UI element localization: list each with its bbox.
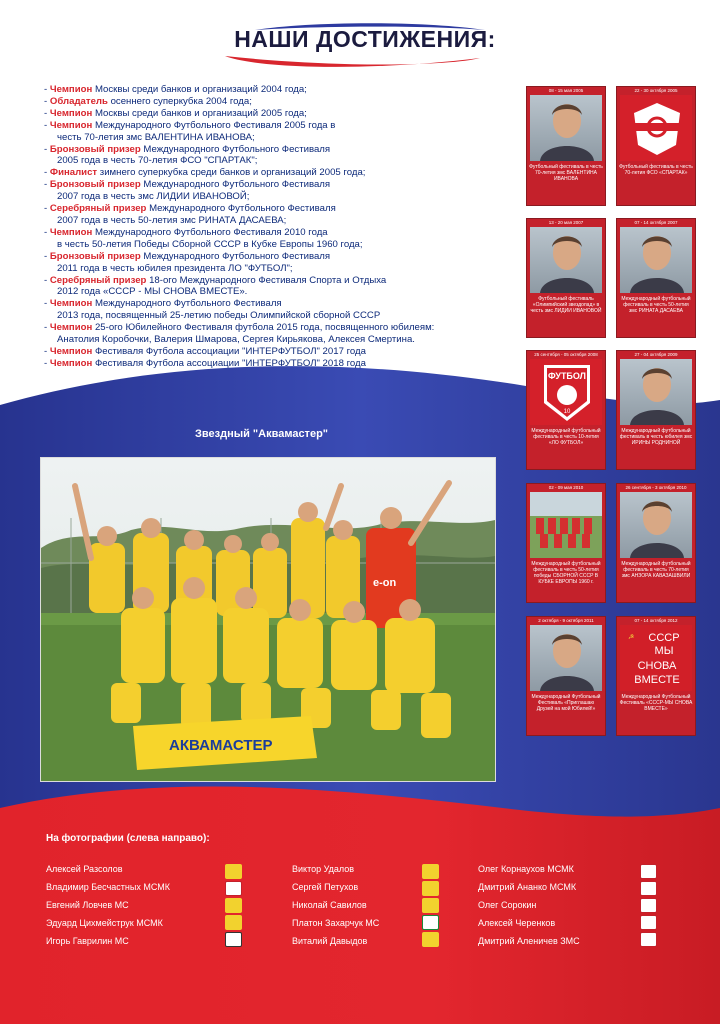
achievement-tag: Чемпион	[49, 226, 93, 238]
card-image	[530, 227, 602, 293]
achievement-item	[44, 108, 514, 120]
achievement-text: Международного Футбольного Фестиваля	[140, 179, 331, 191]
achievement-tag: Обладатель	[49, 95, 108, 107]
achievement-tag: Серебряный призер	[49, 203, 147, 215]
spartak-logo-icon	[640, 898, 657, 913]
bullet-dash: -	[44, 179, 50, 191]
festival-card	[616, 616, 696, 736]
festival-card	[526, 86, 606, 206]
achievement-text: Москвы среди банков и организаций 2005 года;	[92, 107, 307, 119]
festival-card	[526, 350, 606, 470]
card-caption: Международный футбольный фестиваль в честь юбилея змс ИРИНЫ РОДНИНОЙ	[619, 428, 693, 446]
name-item: Олег Корнаухов МСМК	[478, 864, 574, 874]
card-image	[530, 492, 602, 558]
achievement-item	[44, 322, 514, 346]
achievement-item	[44, 167, 514, 179]
card-date: 26 сентября - 3 октября 2010	[617, 484, 695, 492]
card-date: 27 - 04 октября 2009	[617, 351, 695, 359]
svg-text:☭: ☭	[628, 633, 635, 641]
bullet-dash: -	[44, 143, 50, 155]
bullet-dash: -	[44, 84, 50, 95]
names-column-1	[46, 862, 170, 952]
achievement-text: Международного Футбольного Фестиваля 2010 года	[92, 226, 328, 238]
card-caption: Международный футбольный фестиваль в честь 10-летия «ЛО ФУТБОЛ»	[531, 428, 601, 446]
card-image	[530, 95, 602, 161]
card-caption: Международный футбольный фестиваль в честь 70-летия змс АНЗОРА КАВАЗАШВИЛИ	[621, 561, 691, 579]
svg-text:СССР: СССР	[648, 632, 680, 644]
achievement-text: Москвы среди банков и организаций 2004 года;	[92, 84, 307, 95]
card-date: 02 - 09 мая 2010	[527, 484, 605, 492]
aquamaster-logo-icon	[422, 898, 439, 913]
bullet-dash: -	[44, 95, 50, 107]
jersey-text: e-on	[373, 577, 397, 589]
card-caption: Международный Футбольный Фестиваль «Приглашаю Друзей на мой Юбилей!»	[531, 694, 601, 712]
name-item: Олег Сорокин	[478, 900, 537, 910]
achievement-item	[44, 96, 514, 108]
card-caption: Футбольный фестиваль в честь 70-летия ФСО «СПАРТАК»	[619, 164, 693, 176]
aquamaster-logo-icon	[422, 881, 439, 896]
name-item: Евгений Ловчев МС	[46, 900, 129, 910]
bullet-dash: -	[44, 203, 50, 215]
achievement-tag: Чемпион	[49, 107, 93, 119]
spartak-emblem-icon	[620, 95, 692, 161]
svg-text:МЫ: МЫ	[654, 645, 674, 657]
achievement-text-cont: Анатолия Коробочки, Валерия Шмарова, Сергея Кирьякова, Алексея Смертина.	[57, 334, 415, 346]
aquamaster-logo-icon	[225, 864, 242, 879]
achievement-text-cont: 2007 года в честь змс ЛИДИИ ИВАНОВОЙ;	[57, 191, 250, 203]
achievement-text: 25-ого Юбилейного Фестиваля футбола 2015 года, посвященного юбилеям:	[92, 322, 435, 334]
festival-card	[616, 350, 696, 470]
aquamaster-logo-icon	[422, 864, 439, 879]
name-item: Дмитрий Ананко МСМК	[478, 882, 577, 892]
name-item: Виктор Удалов	[292, 864, 355, 874]
achievement-text: Международного Футбольного Фестиваля	[140, 250, 331, 262]
page-title: НАШИ ДОСТИЖЕНИЯ:	[234, 26, 496, 52]
names-column-3	[478, 862, 580, 952]
achievement-text-cont: 2012 года «СССР - МЫ СНОВА ВМЕСТЕ».	[57, 286, 248, 298]
bullet-dash: -	[44, 298, 50, 310]
achievement-item	[44, 346, 514, 358]
card-image	[620, 625, 692, 691]
achievement-text: Международного Футбольного Фестиваля 2005 года в	[92, 119, 336, 131]
spartak-logo-icon	[640, 864, 657, 879]
card-image	[620, 95, 692, 161]
names-column-2	[292, 862, 379, 952]
achievement-text: Международного Футбольного Фестиваля	[146, 203, 336, 215]
achievement-item	[44, 298, 514, 322]
achievement-item	[44, 179, 514, 203]
card-caption: Международный Футбольный Фестиваль «СССР-МЫ СНОВА ВМЕСТЕ»	[619, 694, 693, 712]
lokomotiv-logo-icon	[422, 915, 439, 930]
festival-card	[616, 86, 696, 206]
name-item: Дмитрий Аленичев ЗМС	[478, 936, 580, 946]
spartak-logo-icon	[640, 881, 657, 896]
portrait-icon	[530, 625, 602, 691]
card-date: 07 - 14 октября 2012	[617, 617, 695, 625]
card-date: 25 сентября - 05 октября 2008	[527, 351, 605, 359]
bullet-dash: -	[44, 226, 50, 238]
achievement-tag: Чемпион	[49, 357, 93, 369]
achievement-tag: Бронзовый призер	[49, 250, 141, 262]
card-image	[530, 625, 602, 691]
aquamaster-logo-icon	[225, 898, 242, 913]
name-item: Эдуард Цихмейструк МСМК	[46, 918, 163, 928]
achievement-tag: Чемпион	[49, 298, 93, 310]
achievement-tag: Бронзовый призер	[49, 143, 141, 155]
achievements-list	[44, 84, 514, 370]
achievement-text: Фестиваля Футбола ассоциации "ИНТЕРФУТБОЛ" 2018 года	[92, 357, 366, 369]
bullet-dash: -	[44, 357, 50, 369]
name-item: Сергей Петухов	[292, 882, 359, 892]
aquamaster-logo-icon	[422, 932, 439, 947]
festival-card	[526, 218, 606, 338]
spartak-logo-icon	[640, 932, 657, 947]
futbol-emblem-icon	[530, 359, 602, 425]
achievement-item	[44, 358, 514, 370]
achievement-text-cont: 2013 года, посвященный 25-летию победы Олимпийской сборной СССР	[57, 310, 381, 322]
spartak-logo-icon	[640, 915, 657, 930]
club-shield-icon	[225, 932, 242, 947]
name-item: Николай Савилов	[292, 900, 367, 910]
achievement-text: Международного Футбольного Фестиваля	[92, 298, 282, 310]
festival-card	[526, 616, 606, 736]
achievement-tag: Серебряный призер	[49, 274, 147, 286]
card-image	[530, 359, 602, 425]
bullet-dash: -	[44, 119, 50, 131]
name-item: Алексей Разсолов	[46, 864, 123, 874]
achievement-text-cont: честь 70-летия змс ВАЛЕНТИНА ИВАНОВА;	[57, 131, 255, 143]
name-item: Игорь Гаврилин МС	[46, 936, 129, 946]
bullet-dash: -	[44, 167, 50, 179]
bullet-dash: -	[44, 250, 50, 262]
card-caption: Международный футбольный фестиваль в честь 50-летия змс РИНАТА ДАСАЕВА	[621, 296, 691, 314]
bullet-dash: -	[44, 322, 50, 334]
names-header: На фотографии (слева направо):	[46, 833, 210, 844]
photo-subtitle: Звездный "Аквамастер"	[195, 428, 328, 440]
bullet-dash: -	[44, 345, 50, 357]
spartak-logo-icon	[225, 881, 242, 896]
achievement-text-cont: 2005 года в честь 70-летия ФСО "СПАРТАК";	[57, 155, 258, 167]
title-block	[215, 20, 515, 70]
portrait-icon	[620, 227, 692, 293]
bullet-dash: -	[44, 107, 50, 119]
achievement-item	[44, 120, 514, 144]
achievement-tag: Чемпион	[49, 345, 93, 357]
portrait-icon	[620, 492, 692, 558]
card-caption: Футбольный фестиваль в честь 70-летия змс ВАЛЕНТИНА ИВАНОВА	[529, 164, 603, 182]
svg-text:СНОВА: СНОВА	[637, 660, 677, 672]
achievement-text: Фестиваля Футбола ассоциации "ИНТЕРФУТБОЛ" 2017 года	[92, 345, 366, 357]
svg-text:ВМЕСТЕ: ВМЕСТЕ	[634, 674, 680, 686]
festival-card	[616, 218, 696, 338]
achievement-item	[44, 144, 514, 168]
team-photo-icon	[530, 492, 602, 558]
card-image	[620, 227, 692, 293]
achievement-text: Международного Футбольного Фестиваля	[140, 143, 331, 155]
card-date: 13 - 20 мая 2007	[527, 219, 605, 227]
card-date: 22 - 30 октября 2005	[617, 87, 695, 95]
card-image	[620, 492, 692, 558]
achievement-tag: Чемпион	[49, 322, 93, 334]
achievement-text-cont: в честь 50-летия Победы Сборной СССР в Кубке Европы 1960 года;	[57, 238, 363, 250]
card-image	[620, 359, 692, 425]
ussr-emblem-icon	[620, 625, 692, 691]
team-photo-illustration	[41, 458, 495, 781]
banner-text: АКВАМАСТЕР	[169, 737, 273, 754]
achievement-text-cont: 2011 года в честь юбилея президента ЛО "ФУТБОЛ";	[57, 262, 293, 274]
achievement-tag: Финалист	[49, 167, 98, 179]
card-date: 2 октября - 9 октября 2011	[527, 617, 605, 625]
festival-card	[616, 483, 696, 603]
achievement-item	[44, 275, 514, 299]
svg-text:10: 10	[563, 409, 571, 415]
portrait-icon	[620, 359, 692, 425]
achievement-text: зимнего суперкубка среди банков и организаций 2005 года;	[97, 167, 366, 179]
festival-card	[526, 483, 606, 603]
name-item: Алексей Черенков	[478, 918, 556, 928]
achievement-text: осеннего суперкубка 2004 года;	[107, 95, 252, 107]
name-item: Владимир Бесчастных МСМК	[46, 882, 170, 892]
team-photo	[40, 457, 496, 782]
card-caption: Футбольный фестиваль «Олимпийский звездопад» в честь змс ЛИДИИ ИВАНОВОЙ	[530, 296, 602, 314]
achievement-tag: Чемпион	[49, 84, 93, 95]
card-caption: Международный футбольный фестиваль в честь 50-летия победы СБОРНОЙ СССР В КУБКЕ ЕВРОПЫ 1960 г.	[531, 561, 601, 585]
bullet-dash: -	[44, 274, 50, 286]
achievement-tag: Бронзовый призер	[49, 179, 141, 191]
portrait-icon	[530, 227, 602, 293]
achievement-text-cont: 2007 года в честь 50-летия змс РИНАТА ДАСАЕВА;	[57, 214, 287, 226]
portrait-icon	[530, 95, 602, 161]
card-date: 07 - 14 октября 2007	[617, 219, 695, 227]
achievement-item	[44, 251, 514, 275]
svg-text:ФУТБОЛ: ФУТБОЛ	[548, 371, 586, 381]
achievement-text: 18-ого Международного Фестиваля Спорта и Отдыха	[146, 274, 387, 286]
aquamaster-logo-icon	[225, 915, 242, 930]
name-item: Платон Захарчук МС	[292, 918, 380, 928]
achievement-tag: Чемпион	[49, 119, 93, 131]
name-item: Виталий Давыдов	[292, 936, 368, 946]
card-date: 08 - 15 мая 2005	[527, 87, 605, 95]
achievement-item	[44, 84, 514, 96]
achievement-item	[44, 203, 514, 227]
achievement-item	[44, 227, 514, 251]
